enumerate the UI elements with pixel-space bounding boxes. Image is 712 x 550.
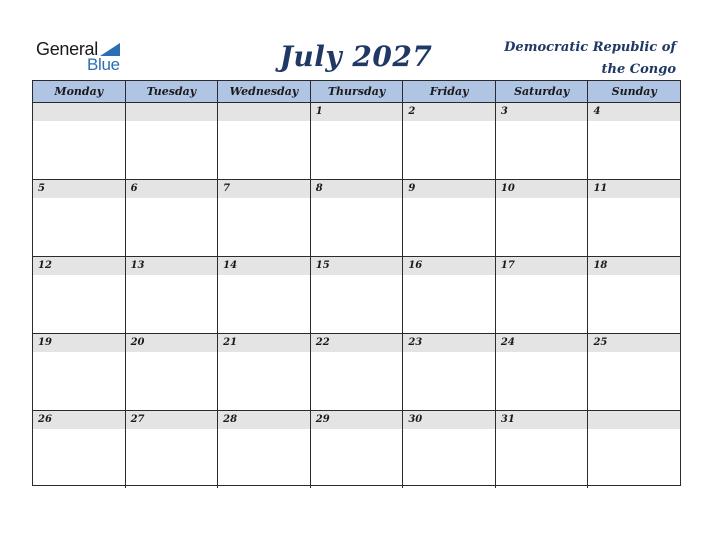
weekday-header: Sunday	[611, 85, 657, 98]
day-number: 21	[218, 334, 310, 352]
day-cell[interactable]	[311, 180, 404, 256]
day-number: 10	[496, 180, 588, 198]
day-number: 22	[311, 334, 403, 352]
day-cell[interactable]	[218, 103, 311, 179]
day-number: 4	[588, 103, 680, 121]
week-row	[33, 180, 680, 257]
day-number: 18	[588, 257, 680, 275]
day-number: 7	[218, 180, 310, 198]
week-row	[33, 411, 680, 488]
day-number: 25	[588, 334, 680, 352]
day-number: 6	[126, 180, 218, 198]
day-number: 24	[496, 334, 588, 352]
logo-word-blue: Blue	[87, 55, 120, 74]
day-cell[interactable]	[496, 103, 589, 179]
country-line-1: Democratic Republic of	[504, 40, 676, 55]
day-number: 26	[33, 411, 125, 429]
day-cell[interactable]	[218, 257, 311, 333]
day-number	[218, 103, 310, 121]
day-number: 15	[311, 257, 403, 275]
day-number: 2	[403, 103, 495, 121]
day-cell[interactable]	[311, 257, 404, 333]
day-cell[interactable]	[588, 103, 680, 179]
day-cell[interactable]	[126, 180, 219, 256]
weekday-header: Saturday	[496, 81, 589, 102]
weekday-header: Thursday	[311, 81, 404, 102]
day-number	[33, 103, 125, 121]
day-cell[interactable]	[496, 180, 589, 256]
week-row	[33, 103, 680, 180]
day-cell[interactable]	[403, 103, 496, 179]
day-cell[interactable]	[588, 180, 680, 256]
day-number: 14	[218, 257, 310, 275]
day-cell[interactable]	[126, 334, 219, 410]
day-cell[interactable]	[403, 334, 496, 410]
day-number: 3	[496, 103, 588, 121]
day-cell[interactable]	[311, 103, 404, 179]
day-cell[interactable]	[126, 411, 219, 488]
day-cell[interactable]	[588, 257, 680, 333]
day-number: 31	[496, 411, 588, 429]
day-number: 28	[218, 411, 310, 429]
day-number: 8	[311, 180, 403, 198]
calendar-title: July 2027	[279, 40, 433, 73]
day-number: 11	[588, 180, 680, 198]
logo-word-general: General	[36, 39, 98, 59]
day-cell[interactable]	[588, 411, 680, 488]
day-cell[interactable]	[403, 180, 496, 256]
day-cell[interactable]	[33, 103, 126, 179]
day-cell[interactable]	[33, 334, 126, 410]
day-number: 5	[33, 180, 125, 198]
day-cell[interactable]	[403, 257, 496, 333]
day-number: 12	[33, 257, 125, 275]
day-number	[588, 411, 680, 429]
day-cell[interactable]	[33, 411, 126, 488]
day-cell[interactable]	[496, 334, 589, 410]
day-cell[interactable]	[218, 334, 311, 410]
day-cell[interactable]	[126, 257, 219, 333]
day-cell[interactable]	[33, 180, 126, 256]
weekday-header: Tuesday	[126, 81, 219, 102]
day-number: 17	[496, 257, 588, 275]
day-cell[interactable]	[403, 411, 496, 488]
day-number: 9	[403, 180, 495, 198]
day-cell[interactable]	[126, 103, 219, 179]
day-number: 19	[33, 334, 125, 352]
day-cell[interactable]	[496, 411, 589, 488]
day-cell[interactable]	[496, 257, 589, 333]
day-cell[interactable]	[311, 411, 404, 488]
day-number: 13	[126, 257, 218, 275]
day-cell[interactable]	[311, 334, 404, 410]
weekday-header: Friday	[403, 81, 496, 102]
day-cell[interactable]	[588, 334, 680, 410]
day-number	[126, 103, 218, 121]
day-number: 16	[403, 257, 495, 275]
day-number: 20	[126, 334, 218, 352]
day-cell[interactable]	[218, 180, 311, 256]
day-number: 1	[311, 103, 403, 121]
weekday-header: Monday	[33, 81, 126, 102]
weekday-header-row	[33, 81, 680, 103]
country-name	[476, 37, 676, 81]
day-number: 23	[403, 334, 495, 352]
country-line-2: the Congo	[601, 62, 676, 77]
day-cell[interactable]	[218, 411, 311, 488]
day-number: 27	[126, 411, 218, 429]
day-cell[interactable]	[33, 257, 126, 333]
week-row	[33, 334, 680, 411]
weekday-header: Wednesday	[218, 81, 311, 102]
day-number: 29	[311, 411, 403, 429]
day-number: 30	[403, 411, 495, 429]
week-row	[33, 257, 680, 334]
calendar-grid	[32, 80, 681, 486]
